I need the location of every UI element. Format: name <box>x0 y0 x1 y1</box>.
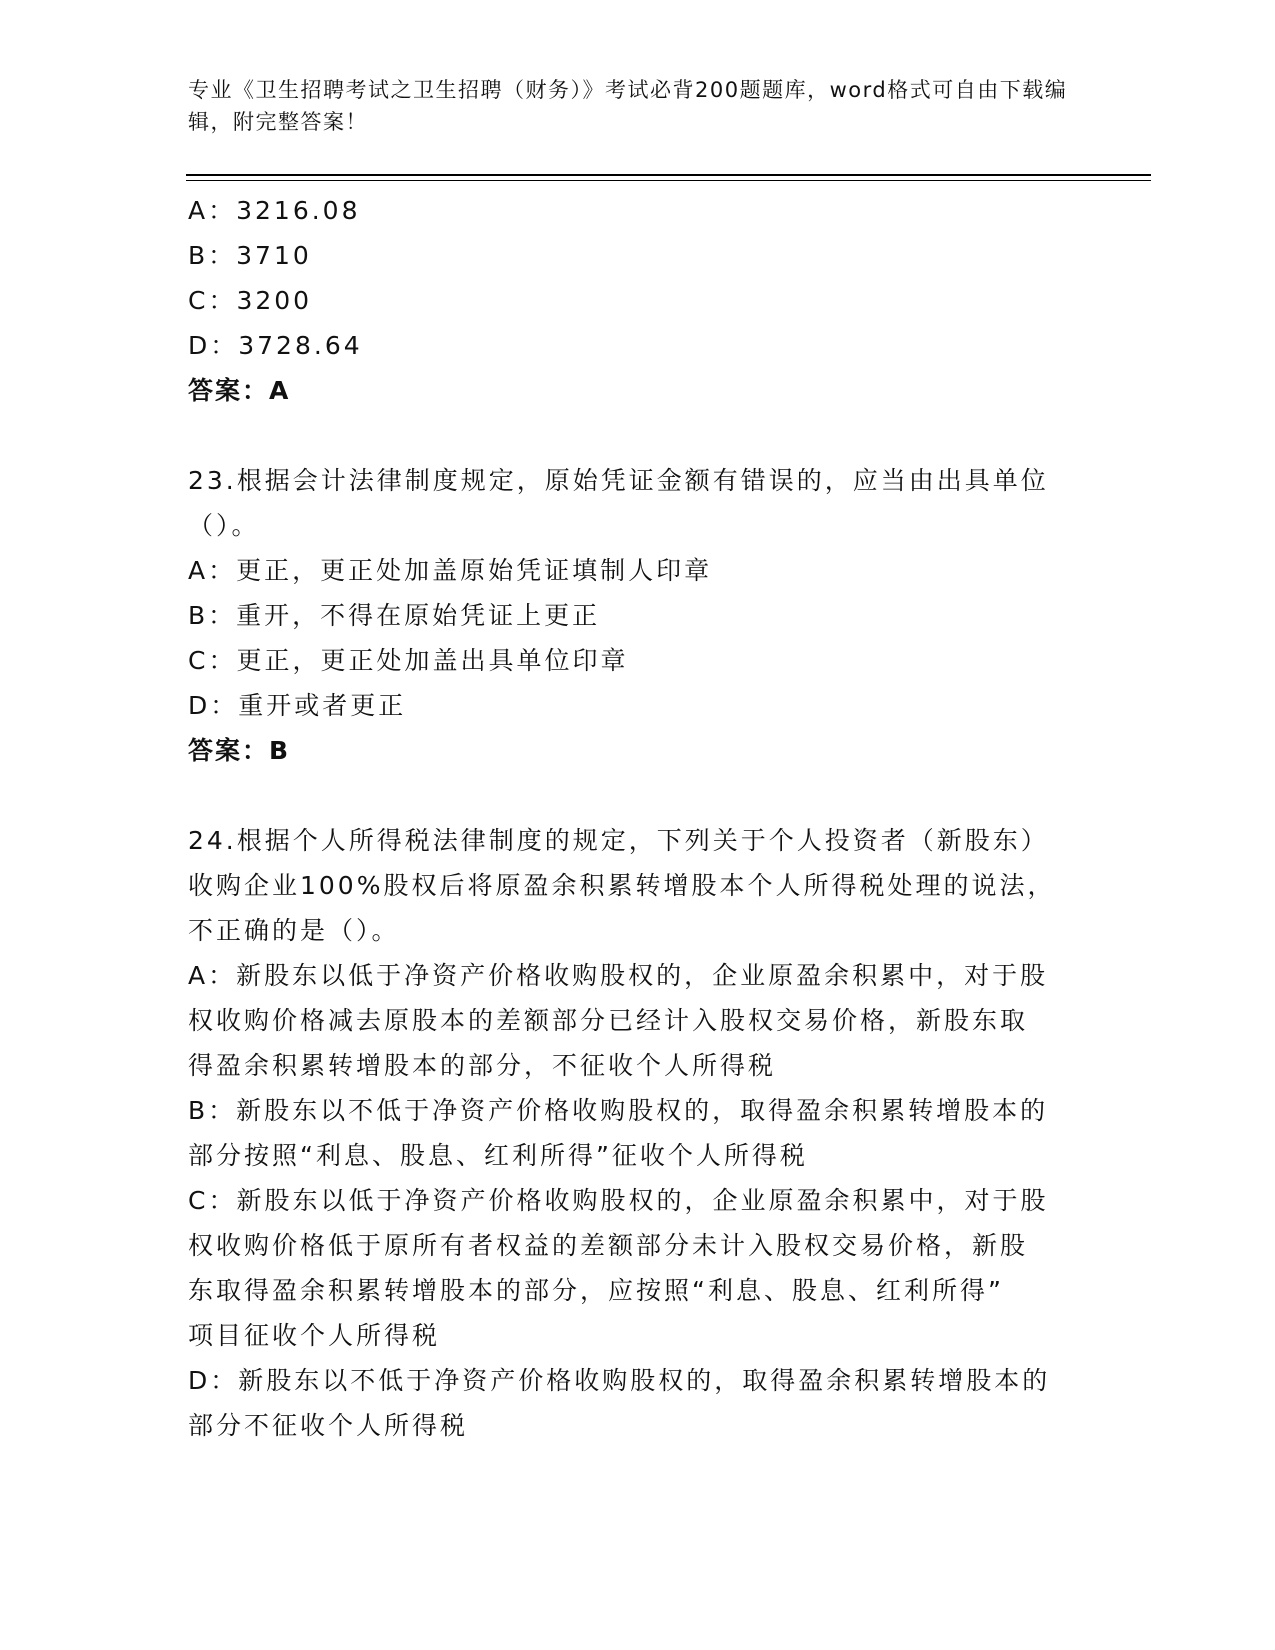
header-text: 专业《卫生招聘考试之卫生招聘（财务）》考试必背200题题库，word格式可自由下载编辑，附完整答案！ <box>188 78 1068 134</box>
q22-option-a: A：3216.08 <box>188 196 361 225</box>
q24-option-c-line-3: 东取得盈余积累转增股本的部分，应按照“利息、股息、红利所得” <box>188 1276 1004 1305</box>
q24-option-a-line-2: 权收购价格减去原股本的差额部分已经计入股权交易价格，新股东取 <box>188 1006 1029 1035</box>
q24-stem-line-1: 24.根据个人所得税法律制度的规定，下列关于个人投资者（新股东） <box>188 826 1049 855</box>
q22-option-b: B：3710 <box>188 241 312 270</box>
question-24 <box>188 818 1088 1448</box>
q24-option-b-line-2: 部分按照“利息、股息、红利所得”征收个人所得税 <box>188 1141 808 1170</box>
q22-option-c: C：3200 <box>188 286 313 315</box>
q24-option-a-line-1: A：新股东以低于净资产价格收购股权的，企业原盈余积累中，对于股 <box>188 961 1049 990</box>
q23-option-a: A：更正，更正处加盖原始凭证填制人印章 <box>188 556 713 585</box>
q24-option-c-line-2: 权收购价格低于原所有者权益的差额部分未计入股权交易价格，新股 <box>188 1231 1029 1260</box>
question-23 <box>188 458 1088 773</box>
q24-option-d-line-1: D：新股东以不低于净资产价格收购股权的，取得盈余积累转增股本的 <box>188 1366 1051 1395</box>
q22-option-d: D：3728.64 <box>188 331 363 360</box>
q23-answer: 答案：B <box>188 736 291 765</box>
q24-option-c-line-4: 项目征收个人所得税 <box>188 1321 441 1350</box>
document-body <box>188 188 1088 1448</box>
header-rule-thin <box>186 180 1151 181</box>
q23-stem-line-1: 23.根据会计法律制度规定，原始凭证金额有错误的，应当由出具单位 <box>188 466 1049 495</box>
q23-stem-line-2: （）。 <box>188 511 260 540</box>
document-header <box>188 74 1068 138</box>
q24-option-d-line-2: 部分不征收个人所得税 <box>188 1411 469 1440</box>
question-22 <box>188 188 1088 413</box>
q22-answer: 答案：A <box>188 376 291 405</box>
q23-option-b: B：重开，不得在原始凭证上更正 <box>188 601 601 630</box>
q24-option-a-line-3: 得盈余积累转增股本的部分，不征收个人所得税 <box>188 1051 777 1080</box>
q24-stem-line-3: 不正确的是（）。 <box>188 916 400 945</box>
header-rule-thick <box>186 174 1151 176</box>
q23-option-c: C：更正，更正处加盖出具单位印章 <box>188 646 629 675</box>
q24-option-c-line-1: C：新股东以低于净资产价格收购股权的，企业原盈余积累中，对于股 <box>188 1186 1049 1215</box>
q23-option-d: D：重开或者更正 <box>188 691 407 720</box>
q24-option-b-line-1: B：新股东以不低于净资产价格收购股权的，取得盈余积累转增股本的 <box>188 1096 1049 1125</box>
q24-stem-line-2: 收购企业100%股权后将原盈余积累转增股本个人所得税处理的说法， <box>188 871 1056 900</box>
